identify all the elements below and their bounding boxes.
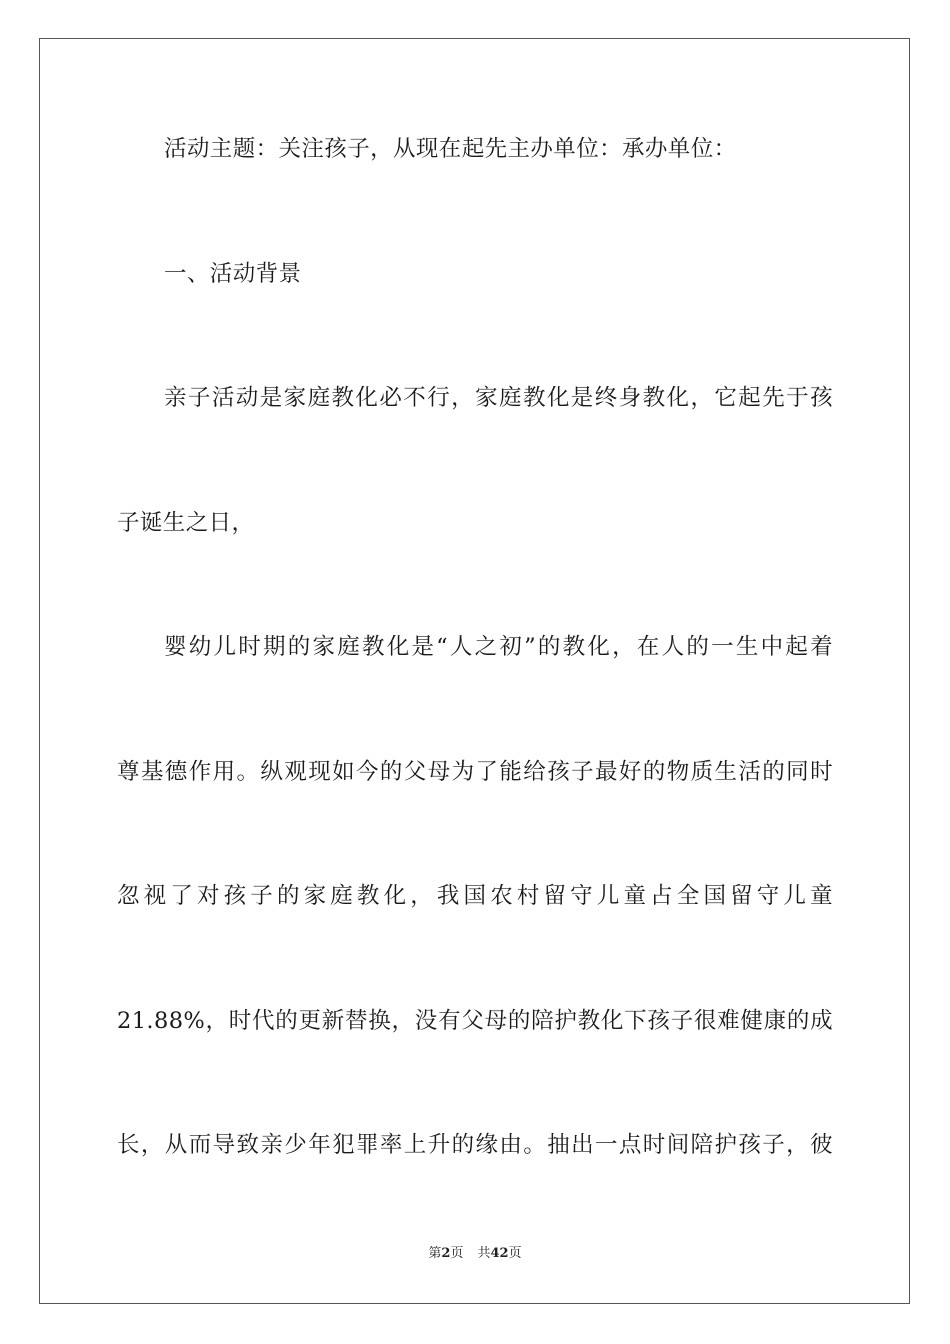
text-line: 长，从而导致亲少年犯罪率上升的缘由。抽出一点时间陪护孩子，彼 [117,1132,833,1158]
text-line: 忽视了对孩子的家庭教化，我国农村留守儿童占全国留守儿童 [117,883,833,909]
page-prefix: 第 [428,1246,442,1261]
total-pages: 42 [490,1246,509,1261]
text-line: 21.88%，时代的更新替换，没有父母的陪护教化下孩子很难健康的成 [117,1008,833,1034]
page-footer [0,1245,950,1263]
total-suffix: 页 [508,1246,522,1261]
page-number: 2 [441,1246,451,1261]
text-line: 婴幼儿时期的家庭教化是“人之初”的教化，在人的一生中起着 [164,634,833,660]
text-line: 子诞生之日， [117,510,255,536]
page-suffix: 页 [450,1246,464,1261]
page-border [39,38,910,1304]
text-line: 亲子活动是家庭教化必不行，家庭教化是终身教化，它起先于孩 [164,385,833,411]
section-heading-background: 一、活动背景 [164,261,302,287]
total-prefix: 共 [477,1246,491,1261]
text-line-theme: 活动主题：关注孩子，从现在起先主办单位：承办单位： [164,136,737,162]
text-line: 尊基德作用。纵观现如今的父母为了能给孩子最好的物质生活的同时 [117,759,833,785]
